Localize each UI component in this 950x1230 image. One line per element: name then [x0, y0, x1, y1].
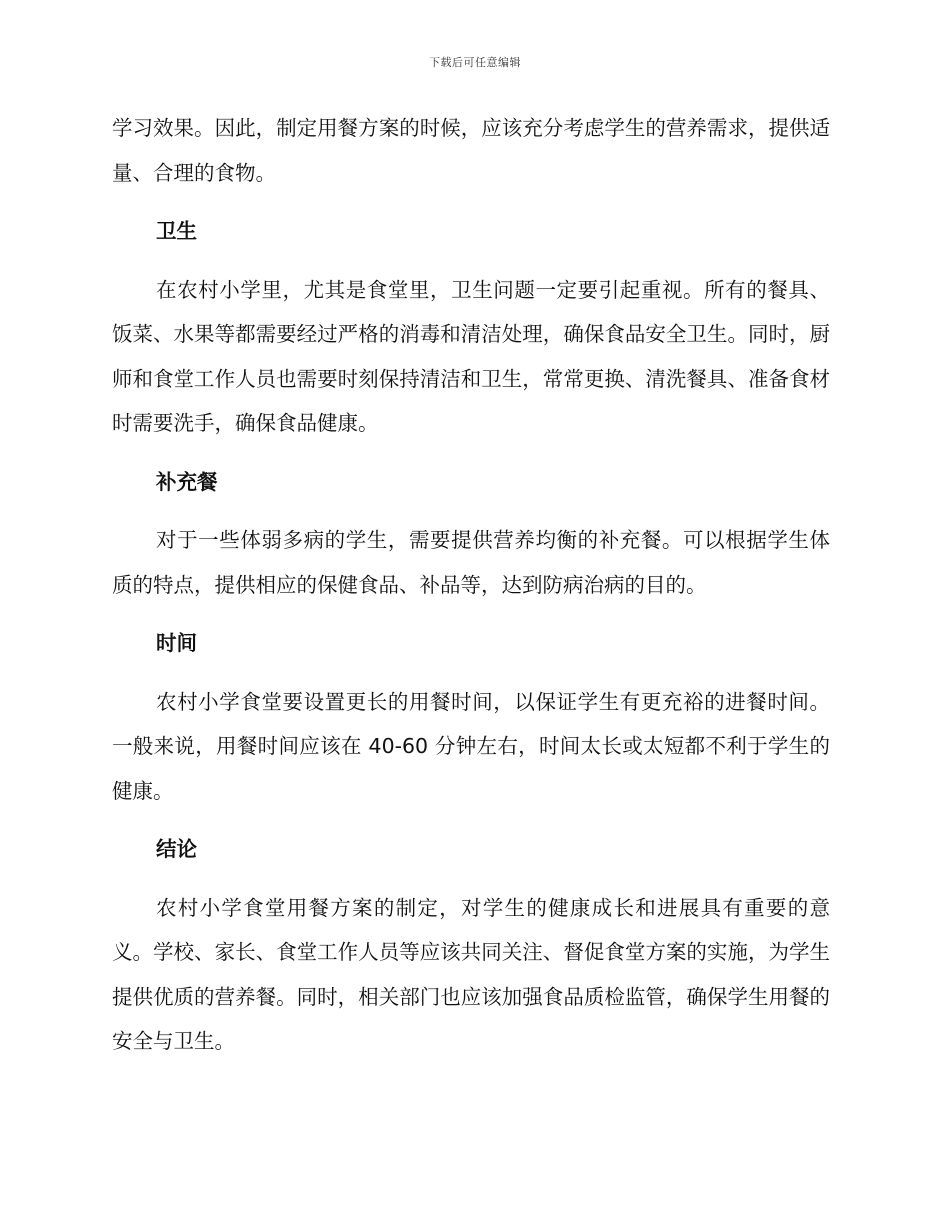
section-heading: 补充餐 — [156, 469, 218, 494]
section-hygiene — [112, 209, 830, 446]
section-heading: 结论 — [156, 837, 197, 861]
section-conclusion — [112, 827, 830, 1064]
intro-paragraph: 学习效果。因此，制定用餐方案的时候，应该充分考虑学生的营养需求，提供适量、合理的食物。 — [112, 116, 830, 185]
page-header-note: 下载后可任意编辑 — [429, 56, 521, 69]
section-heading: 时间 — [156, 631, 197, 655]
document-body — [112, 106, 830, 1064]
section-paragraph: 对于一些体弱多病的学生，需要提供营养均衡的补充餐。可以根据学生体质的特点，提供相应的保健食品、补品等，达到防病治病的目的。 — [112, 528, 830, 597]
section-time — [112, 621, 830, 813]
section-paragraph: 在农村小学里，尤其是食堂里，卫生问题一定要引起重视。所有的餐具、饭菜、水果等都需要经过严格的消毒和清洁处理，确保食品安全卫生。同时，厨师和食堂工作人员也需要时刻保持清洁和卫生，常常更换、清洗餐具、准备食材时需要洗手，确保食品健康。 — [112, 277, 830, 435]
section-supplementary-meal — [112, 460, 830, 608]
section-paragraph: 农村小学食堂用餐方案的制定，对学生的健康成长和进展具有重要的意义。学校、家长、食堂工作人员等应该共同关注、督促食堂方案的实施，为学生提供优质的营养餐。同时，相关部门也应该加强食品质检监管，确保学生用餐的安全与卫生。 — [112, 895, 830, 1053]
section-heading: 卫生 — [156, 219, 197, 243]
section-paragraph: 农村小学食堂要设置更长的用餐时间，以保证学生有更充裕的进餐时间。一般来说，用餐时间应该在 40-60 分钟左右，时间太长或太短都不利于学生的健康。 — [112, 689, 830, 803]
